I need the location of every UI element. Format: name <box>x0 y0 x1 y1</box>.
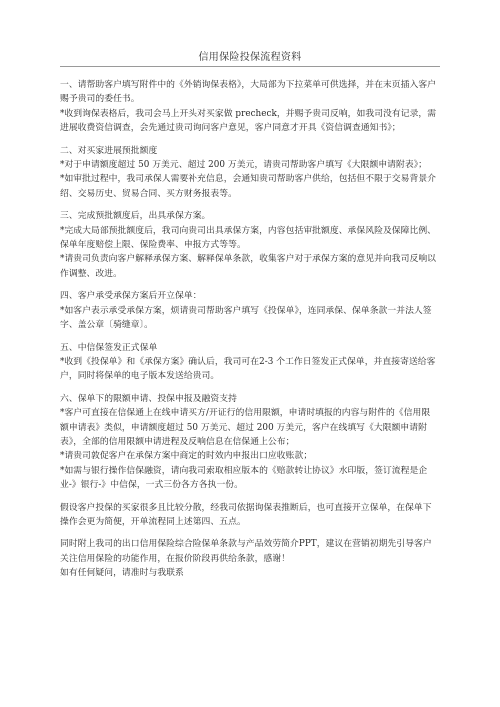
section-5 <box>60 341 438 384</box>
section-heading: 二、对买家进展预批额度 <box>60 145 158 156</box>
section-paragraph: 如有任何疑问，请准时与我联系 <box>60 568 184 579</box>
document-title: 信用保险投保流程资料 <box>198 52 302 63</box>
section-paragraph: *如客户表示承受承保方案，烦请贵司帮助客户填写《投保单》，连同承保、保单条款一并法人签字、盖公章〔骑缝章〕。 <box>60 305 432 331</box>
section-heading: 六、保单下的限额申请、投保申报及融资支持 <box>60 393 237 404</box>
section-paragraph: *对于申请额度超过 50 万美元、超过 200 万美元，请贵司帮助客户填写《大限额申请附表》； <box>60 160 428 171</box>
section-paragraph: *如需与银行操作信保融资，请向我司索取相应版本的《赔款转让协议》水印版，签订流程是企业-》银行-》中信保，一式三份各方各执一份。 <box>60 465 428 491</box>
section-3 <box>60 209 438 281</box>
section-4 <box>60 289 438 332</box>
section-6 <box>60 392 438 493</box>
document-body <box>60 78 438 589</box>
section-paragraph: 假设客户投保的买家很多且比较分散，经我司依据询保表推断后，也可直接开立保单，在保单下操作会更为简便，开单流程同上述第四、五点。 <box>60 502 432 527</box>
section-paragraph: *完成大局部预批额度后，我司向贵司出具承保方案，内容包括审批额度、承保风险及保障比例、保单年度赔偿上限、保险费率、申报方式等等。 <box>60 225 437 251</box>
section-paragraph: 同时附上我司的出口信用保险综合险保单条款与产品效劳简介PPT，建议在营销初期先引导客户关注信用保险的功能作用，在报价阶段再供给条款，感谢！ <box>60 539 432 564</box>
section-paragraph: *如审批过程中，我司承保人需要补充信息，会通知贵司帮助客户供给，包括但不限于交易背景介绍、交易历史、贸易合同、买方财务报表等。 <box>60 174 437 199</box>
section-heading: 四、客户承受承保方案后开立保单： <box>60 291 202 302</box>
section-2 <box>60 144 438 202</box>
section-heading: 三、完成预批额度后，出具承保方案。 <box>60 211 211 222</box>
section-paragraph: *请贵司敦促客户在承保方案中商定的时效内申报出口应收账款； <box>60 451 313 462</box>
section-heading: 一、请帮助客户填写附件中的《外销询保表格》，大局部为下拉菜单可供选择，并在末页插入客户赐予贵司的委任书。 <box>60 80 437 105</box>
section-closing <box>60 537 438 580</box>
section-heading: 五、中信保签发正式保单 <box>60 342 158 353</box>
section-paragraph: *客户可直接在信保通上在线申请买方/开证行的信用限额，申请时填报的内容与附件的《信用限额申请表》类似，申请额度超过 50 万美元、超过 200 万美元，客户在线填写《大限额申请附表》，全部的信用限额申请进程及反响信息在信保通上公布； <box>60 408 431 447</box>
title-divider <box>60 66 440 67</box>
section-paragraph: *请贵司负责向客户解释承保方案、解释保单条款，收集客户对于承保方案的意见并向我司反响以作调整、改进。 <box>60 254 437 279</box>
section-1 <box>60 78 438 136</box>
section-paragraph: *收到询保表格后，我司会马上开头对买家做 precheck，并赐予贵司反响，如我司没有记录，需进展收费资信调查，会先通过贵司询问客户意见，客户同意才开具《资信调查通知书》； <box>60 108 437 134</box>
section-note <box>60 501 438 530</box>
section-paragraph: *收到《投保单》和《承保方案》确认后，我司可在2-3 个工作日签发正式保单，并直接寄送给客户，同时将保单的电子版本发送给贵司。 <box>60 356 436 382</box>
